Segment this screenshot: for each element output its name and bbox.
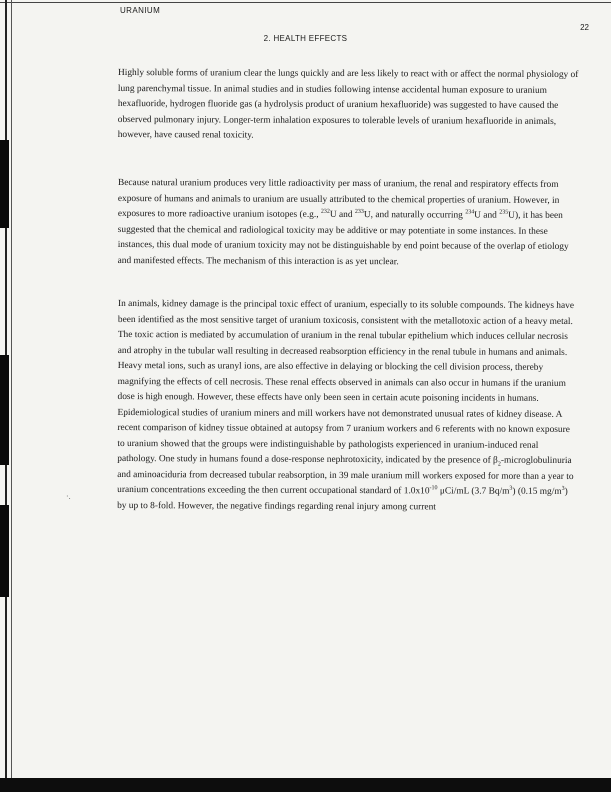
body-text [118, 56, 580, 514]
running-head: URANIUM [120, 6, 161, 15]
scan-top-rule [0, 2, 611, 3]
binding-shadow [0, 140, 9, 228]
binding-shadow [0, 505, 9, 597]
paragraph: Because natural uranium produces very little radioactivity per mass of uranium, the renal and respiratory effects from exposure of humans and animals to uranium are usually attributed to the chemical properties of uranium. However, in exposures to more radioactive uranium isotopes (e.g., $^{232}$U and $^{233}$U, and naturally occurring $^{234}$U and $^{235}$U), it has been suggested that the chemical and radiological toxicity may be additive or may potentiate in some instances. In these instances, this dual mode of uranium toxicity may not be distinguishable by end point because of the overlap of etiology and manifested effects. The mechanism of this interaction is as yet unclear. [117, 177, 569, 267]
scan-bottom-edge [0, 778, 611, 792]
scan-speck: ·. [66, 492, 71, 501]
paragraph: In animals, kidney damage is the principal toxic effect of uranium, especially to its soluble compounds. The kidneys have been identified as the most sensitive target of uranium toxicosis, consistent with the metallotoxic action of a heavy metal. The toxic action is mediated by accumulation of uranium in the renal tubular epithelium which induces cellular necrosis and atrophy in the tubular wall resulting in decreased reabsorption efficiency in the renal tubule in humans and animals. Heavy metal ions, such as uranyl ions, are also effective in delaying or blocking the cell division process, thereby magnifying the effects of cell necrosis. These renal effects observed in animals can also occur in humans if the uranium dose is high enough. However, these effects have only been seen in certain acute poisoning incidents in humans. Epidemiological studies of uranium miners and mill workers have not demonstrated unusual rates of kidney disease. A recent comparison of kidney tissue obtained at autopsy from 7 uranium workers and 6 referents with no known exposure to uranium showed that the groups were indistinguishable by pathologists experienced in uranium-induced renal pathology. One study in humans found a dose-response nephrotoxicity, indicated by the presence of $\beta_2$-microglobulinuria and aminoaciduria from decreased tubular reabsorption, in 39 male uranium mill workers exposed for more than a year to uranium concentrations exceeding the then current occupational standard of $1.0x10^{-10}$ μCi/mL (3.7 $Bq/m^3$) (0.15 $mg/m^3$) by up to 8-fold. However, the negative findings regarding renal injury among current [117, 298, 575, 512]
page-number: 22 [580, 23, 589, 32]
section-title: 2. HEALTH EFFECTS [263, 34, 348, 43]
binding-shadow [0, 355, 9, 465]
paragraph: Highly soluble forms of uranium clear the lungs quickly and are less likely to react with or affect the normal physiology of lung parenchymal tissue. In animal studies and in studies following intense accidental human exposure to uranium hexafluoride, hydrogen fluoride gas (a hydrolysis product of uranium hexafluoride) was suggested to have caused the observed pulmonary injury. Longer-term inhalation exposures to tolerable levels of uranium hexafluoride in animals, however, have caused renal toxicity. [117, 67, 579, 141]
scan-left-edge-inner [11, 0, 12, 792]
